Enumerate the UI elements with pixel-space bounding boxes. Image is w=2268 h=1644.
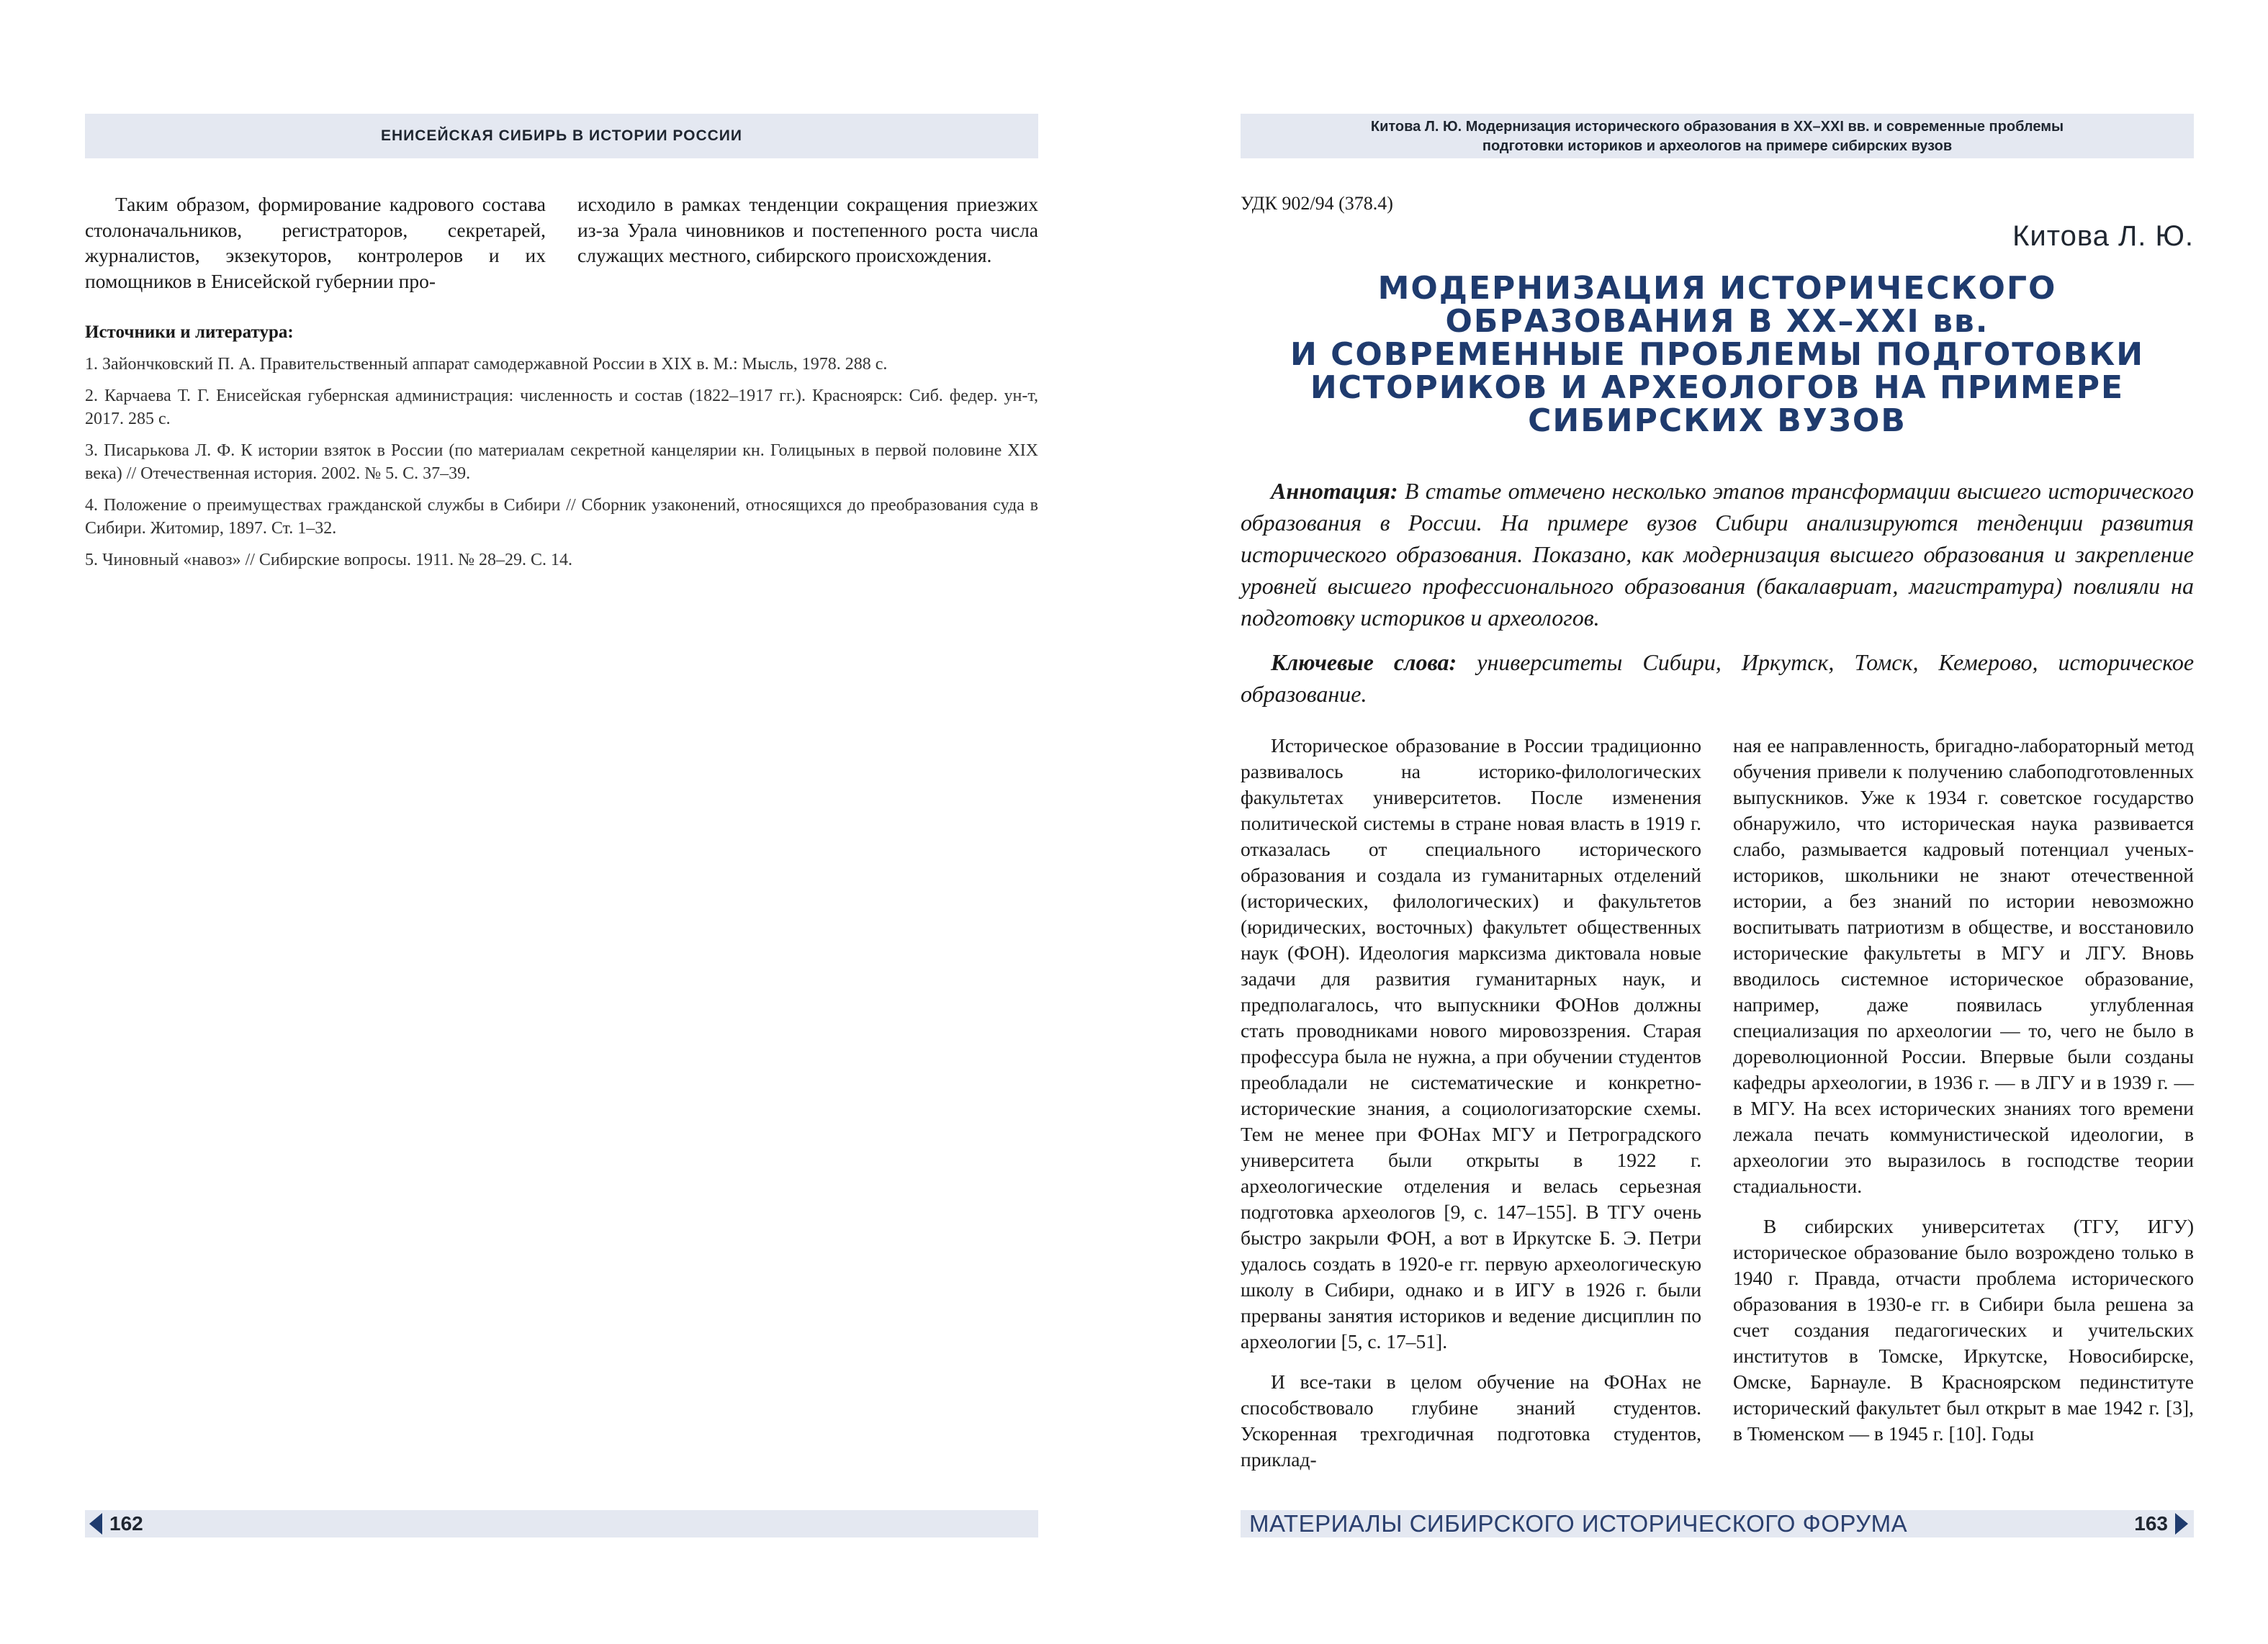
abstract-label: Аннотация: [1271,478,1398,504]
body-paragraph: И все-таки в целом обучение на ФОНах не способствовало глубине знаний студентов. Ускоренная трехгодичная подготовка студентов, приклад- [1241,1370,1701,1471]
left-paragraph-2: исходило в рамках тенденции сокращения приезжих из-за Урала чиновников и постепенного роста числа служащих местного, сибирского происхождения. [577,193,1038,266]
left-footer-bar [85,1510,1038,1537]
left-column-2 [577,191,1038,268]
chevron-left-icon [89,1513,102,1535]
right-column-1 [1241,733,1701,1473]
source-item: 4. Положение о преимуществах гражданской службы в Сибири // Сборник узаконений, относящихся до преобразования суда в Сибири. Житомир, 1897. Ст. 1–32. [85,496,1038,538]
article-title [1241,272,2194,438]
abstract [1241,475,2194,633]
title-line: ОБРАЗОВАНИЯ В XX–XXI вв. [1445,303,1989,340]
udk-code: УДК 902/94 (378.4) [1241,193,1393,214]
keywords-text: университеты Сибири, Иркутск, Томск, Кемерово, историческое образование. [1241,649,2195,707]
keywords-label: Ключевые слова: [1271,649,1457,675]
right-footer-bar [1241,1510,2194,1537]
right-page [1134,0,2268,1644]
body-paragraph: В сибирских университетах (ТГУ, ИГУ) историческое образование было возрождено только в 1940 г. Правда, отчасти проблема исторического образования в 1930-е гг. в Сибири была решена за счет создания педагогических и учительских институтов в Томске, Иркутске, Новосибирске, Омске, Барнауле. В Красноярском пединституте исторический факультет был открыт в мае 1942 г. [3], в Тюменском — в 1945 г. [10]. Годы [1733,1215,2194,1445]
chevron-right-icon [2175,1513,2188,1535]
body-paragraph: Историческое образование в России традиционно развивалось на историко-филологических факультетах университетов. После изменения политической системы в стране новая власть в 1919 г. отказалась от специального исторического образования и создала из гуманитарных отделений (исторических, филологических) и факультетов (юридических, восточных) факультет общественных наук (ФОН). Идеология марксизма диктовала новые задачи для развития гуманитарных наук, и предполагалось, что выпускники ФОНов должны стать проводниками нового мировоззрения. Старая профессура была не нужна, а при обучении студентов преобладали не систематические и конкретно-исторические знания, а социологизаторские схемы. Тем не менее при ФОНах МГУ и Петроградского университета были открыты в 1922 г. археологические отделения и велась серьезная подготовка археологов [9, с. 147–155]. В ТГУ очень быстро закрыли ФОН, а вот в Иркутске Б. Э. Петри удалось создать в 1920-е гг. первую археологическую школу в Сибири, однако и в ИГУ в 1926 г. были прерваны занятия историков и ведение дисциплин по археологии [5, с. 17–51]. [1241,734,1701,1352]
sources-title: Источники и литература: [85,322,294,342]
abstract-text: В статье отмечено несколько этапов трансформации высшего исторического образования в России. На примере вузов Сибири анализируются тенденции развития исторического образования. Показано, как модернизация высшего образования и закрепление уровней высшего профессионального образования (бакалавриат, магистратура) повлияли на подготовку историков и археологов. [1241,478,2195,631]
right-page-number: 163 [2134,1512,2168,1535]
source-item: 1. Зайончковский П. А. Правительственный аппарат самодержавной России в XIX в. М.: Мысль, 1978. 288 с. [85,355,888,374]
article-author: Китова Л. Ю. [2012,220,2194,252]
forum-title: МАТЕРИАЛЫ СИБИРСКОГО ИСТОРИЧЕСКОГО ФОРУМА [1249,1510,1908,1537]
source-item: 2. Карчаева Т. Г. Енисейская губернская администрация: численность и состав (1822–1917 гг.). Красноярск: Сиб. федер. ун-т, 2017. 285 с. [85,387,1038,428]
running-head-line-1: Китова Л. Ю. Модернизация исторического образования в XX–XXI вв. и современные проблемы [1370,119,2064,135]
left-page [0,0,1123,1644]
right-running-head [1241,114,2194,158]
title-line: МОДЕРНИЗАЦИЯ ИСТОРИЧЕСКОГО [1377,270,2057,307]
left-paragraph-1: Таким образом, формирование кадрового состава столоначальников, регистраторов, секретарей, журналистов, экзекуторов, контролеров и их помощников в Енисейской губернии про- [85,193,546,292]
left-running-head: ЕНИСЕЙСКАЯ СИБИРЬ В ИСТОРИИ РОССИИ [85,114,1038,158]
sources-list [85,353,1038,580]
left-page-number: 162 [109,1512,143,1535]
title-line: И СОВРЕМЕННЫЕ ПРОБЛЕМЫ ПОДГОТОВКИ [1290,336,2145,373]
source-item: 3. Писарькова Л. Ф. К истории взяток в России (по материалам секретной канцелярии кн. Голицыных в первой половине XIX века) // Отечественная история. 2002. № 5. С. 37–39. [85,441,1038,483]
running-head-line-2: подготовки историков и археологов на примере сибирских вузов [1482,138,1953,154]
title-line: СИБИРСКИХ ВУЗОВ [1528,402,1907,439]
body-paragraph: ная ее направленность, бригадно-лабораторный метод обучения привели к получению слабоподготовленных выпускников. Уже к 1934 г. советское государство обнаружило, что историческая наука развивается слабо, размывается кадровый потенциал ученых-историков, школьники не знают отечественной истории, а без знаний по истории невозможно воспитывать патриотизм в обществе, и восстановило исторические факультеты в МГУ и ЛГУ. Вновь вводилось системное историческое образование, например, даже появилась углубленная специализация по археологии — то, чего не было в дореволюционной России. Впервые были созданы кафедры археологии, в 1936 г. — в ЛГУ и в 1939 г. — в МГУ. На всех исторических знаниях того времени лежала печать коммунистической идеологии, в археологии это выразилось в господстве теории стадиальности. [1733,734,2194,1197]
left-column-1 [85,191,546,294]
keywords [1241,646,2194,710]
source-item: 5. Чиновный «навоз» // Сибирские вопросы. 1911. № 28–29. С. 14. [85,551,573,569]
title-line: ИСТОРИКОВ И АРХЕОЛОГОВ НА ПРИМЕРЕ [1310,369,2125,406]
right-column-2 [1733,733,2194,1447]
